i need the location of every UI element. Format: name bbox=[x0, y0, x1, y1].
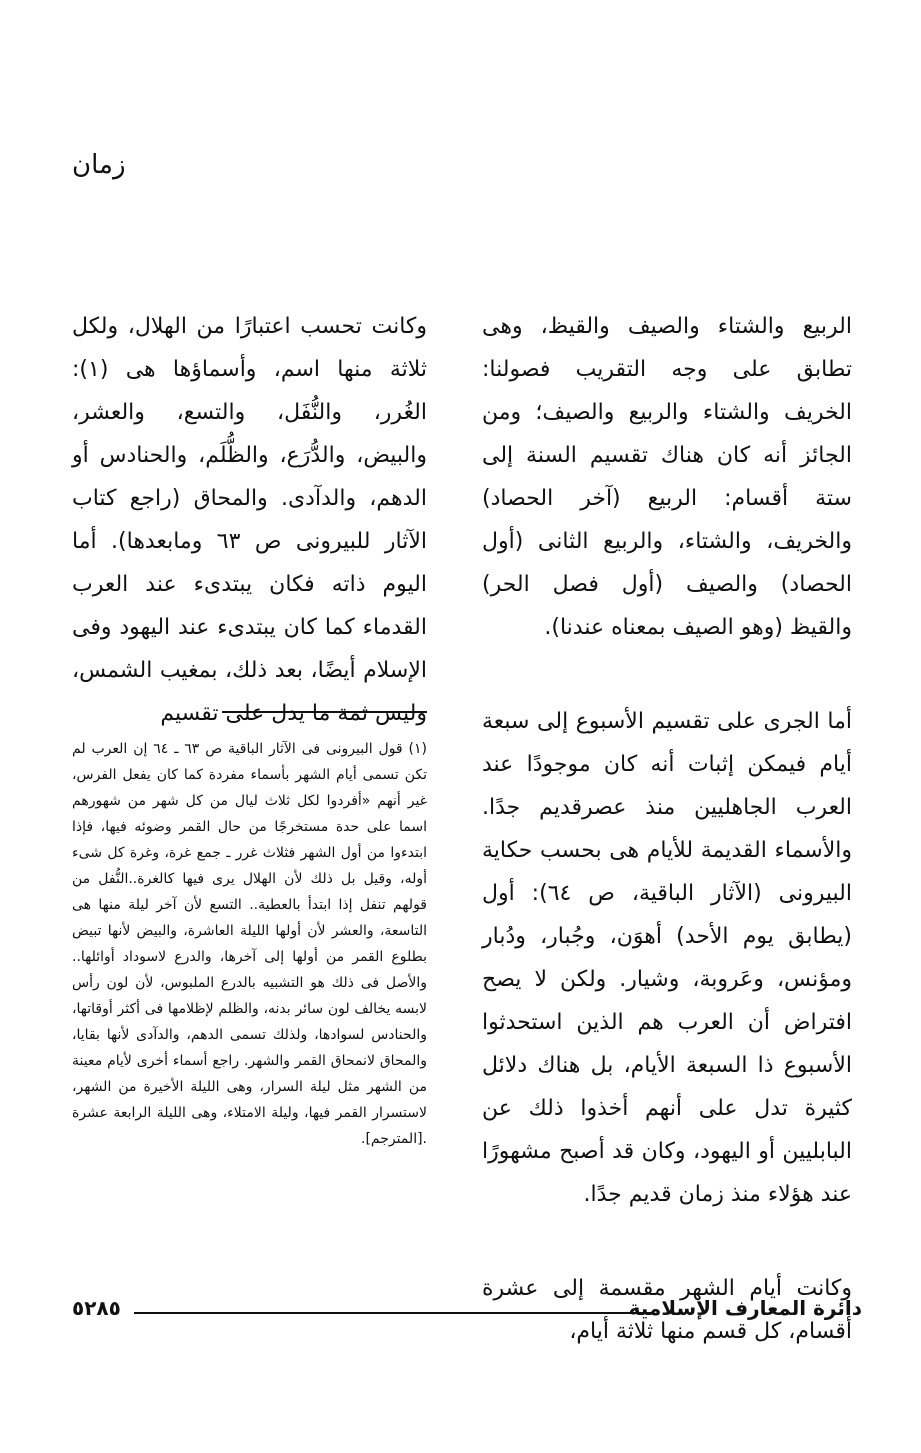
page-number: ٥٢٨٥ bbox=[72, 1296, 121, 1320]
page-footer bbox=[72, 1296, 862, 1326]
paragraph: أما الجرى على تقسيم الأسبوع إلى سبعة أيام فيمكن إثبات أنه كان موجودًا عند العرب الجاهليين منذ عصرقديم جدًا. والأسماء القديمة للأيام هى بحسب حكاية البيرونى (الآثار الباقية، ص ٦٤): أول (يطابق يوم الأحد) أهوَن، وجُبار، ودُبار ومؤنس، وعَروبة، وشيار. ولكن لا يصح افتراض أن العرب هم الذين استحدثوا الأسبوع ذا السبعة الأيام، بل هناك دلائل كثيرة تدل على أنهم أخذوا ذلك عن البابليين أو اليهود، وكان قد أصبح مشهورًا عند هؤلاء منذ زمان قديم جدًا. bbox=[482, 709, 852, 1207]
footer-rule bbox=[134, 1312, 652, 1314]
paragraph: الربيع والشتاء والصيف والقيظ، وهى تطابق على وجه التقريب فصولنا: الخريف والشتاء والربيع والصيف؛ ومن الجائز أنه كان هناك تقسيم السنة إلى ستة أقسام: الربيع (آخر الحصاد) والخريف، والشتاء، والربيع الثانى (أول الحصاد) والصيف (أول فصل الحر) والقيظ (وهو الصيف بمعناه عندنا). bbox=[482, 314, 852, 640]
paragraph: وكانت أيام الشهر مقسمة إلى عشرة أقسام، كل قسم منها ثلاثة أيام، bbox=[482, 1276, 852, 1344]
running-head: زمان bbox=[72, 150, 126, 180]
journal-title: دائرة المعارف الإسلامية bbox=[628, 1296, 862, 1320]
paragraph: وكانت تحسب اعتبارًا من الهلال، ولكل ثلاثة منها اسم، وأسماؤها هى (١): الغُرر، والنُّفَل، والتسع، والعشر، والبيض، والدُّرَع، والظُّلَم، والحنادس أو الدهم، والدآدى. والمحاق (راجع كتاب الآثار للبيرونى ص ٦٣ ومابعدها). أما اليوم ذاته فكان يبتدىء عند العرب القدماء كما كان يبتدىء عند اليهود وفى الإسلام أيضًا، بعد ذلك، بمغيب الشمس، وليس ثمة ما يدل على تقسيم bbox=[72, 314, 427, 726]
footnote-divider bbox=[222, 711, 427, 713]
right-column bbox=[482, 262, 852, 1396]
footnote: (١) قول البيرونى فى الآثار الباقية ص ٦٣ ـ ٦٤ إن العرب لم تكن تسمى أيام الشهر بأسماء مفردة كما كان يفعل الفرس، غير أنهم «أفردوا لكل ثلاث ليال من كل شهر من شهورهم اسما على حدة مستخرجًا من حال القمر وضوئه فيها، فإذا ابتدءوا من أول الشهر فثلاث غرر ـ جمع غرة، وغرة كل شىء أوله، وقيل بل ذلك لأن الهلال يرى فيها كالغرة..النُّفل من قولهم تنفل إذا ابتدأ بالعطية.. التسع لأن آخر ليلة منها هى التاسعة، والعشر لأن أولها الليلة العاشرة، والبيض لأنها تبيض بطلوع القمر من أولها إلى آخرها، والدرع لاسوداد أوائلها.. والأصل فى ذلك هو التشبيه بالدرع الملبوس، لأن لون رأس لابسه يخالف لون سائر بدنه، والظلم لإظلامها فى أكثر أوقاتها، والحنادس لسوادها، ولذلك تسمى الدهم، والدآدى لأنها بقايا، والمحاق لانمحاق القمر والشهر. راجع أسماء أخرى لأيام معينة من الشهر مثل ليلة السرار، وهى الليلة الأخيرة من الشهر، لاستسرار القمر فيها، وليلة الامتلاء، وهى الليلة الرابعة عشرة .[المترجم]. bbox=[72, 741, 427, 1147]
left-column bbox=[72, 262, 427, 735]
